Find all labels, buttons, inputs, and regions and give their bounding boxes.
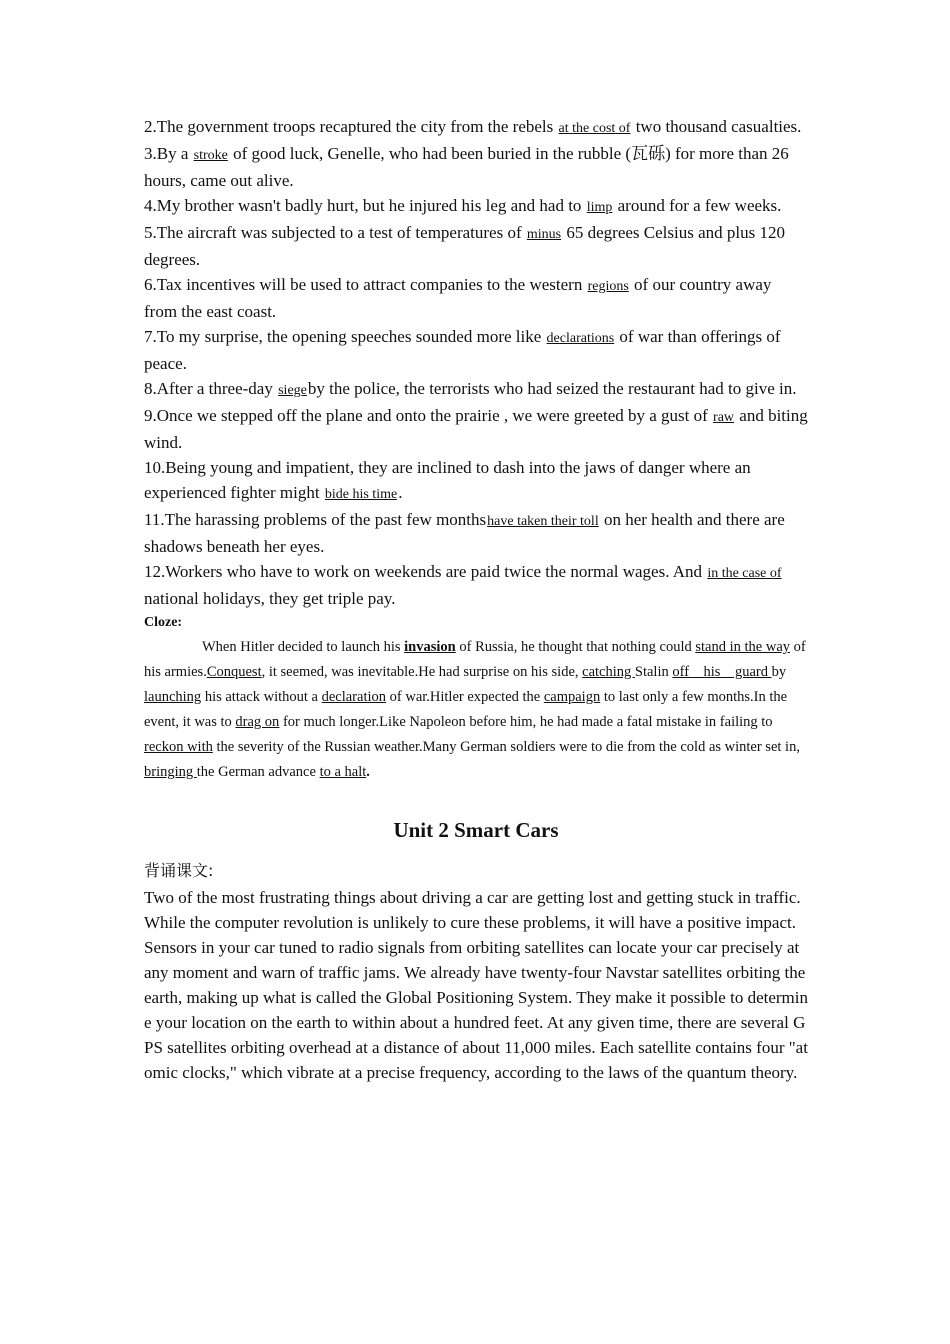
exercise-text: The aircraft was subjected to a test of temperatures of [156,223,526,242]
exercise-number: 4. [144,196,157,215]
cloze-text: When Hitler decided to launch his [202,639,405,655]
exercise-number: 6. [144,275,157,294]
document-page [144,114,808,1085]
exercise-number: 8. [144,379,157,398]
cloze-answer: bringing [144,764,197,780]
cloze-text: . [366,764,370,780]
exercise-text: and biting wind. [144,406,808,452]
exercise-number: 11. [144,510,165,529]
exercise-text: of good luck, Genelle, who had been buried in the rubble (瓦砾) for more than 26 hours, came out alive. [144,144,789,190]
answer-blank: raw [713,410,735,425]
answer-blank: in the case of [707,566,782,581]
answer-blank: declarations [546,331,615,346]
exercise-number: 7. [144,327,157,346]
exercise-text: Workers who have to work on weekends are paid twice the normal wages. And [165,562,707,581]
answer-blank: stroke [193,148,228,163]
exercise-text: Once we stepped off the plane and onto the prairie , we were greeted by a gust of [156,406,713,425]
cloze-text: of war.Hitler expected the [386,689,544,705]
answer-blank: siege [278,383,307,398]
exercise-text: of war than offerings of peace. [144,327,781,373]
cloze-answer: to a halt [319,764,367,780]
cloze-text: of Russia, he thought that nothing could [455,639,696,655]
exercise-number: 2. [144,117,157,136]
cloze-answer: reckon with [144,739,213,755]
exercise-item [144,324,808,376]
cloze-text: to last only a few months.In the event, it was to [144,689,788,730]
cloze-answer: invasion [404,639,456,655]
answer-blank: minus [526,227,562,242]
exercise-item [144,507,808,559]
exercise-item [144,455,808,507]
exercise-item [144,403,808,455]
cloze-text: the German advance [196,764,320,780]
cloze-text: for much longer.Like Napoleon before him, he had made a fatal mistake in failing to [279,714,773,730]
exercise-number: 5. [144,223,157,242]
recite-passage: Two of the most frustrating things about driving a car are getting lost and getting stuck in traffic. While the computer revolution is unlikely to cure these problems, it will have a positive impact. Sensors in your car tuned to radio signals from orbiting satellites can locate your car precisely at any moment and warn of traffic jams. We already have twenty-four Navstar satellites orbiting the earth, making up what is called the Global Positioning System. They make it possible to determine your location on the earth to within about a hundred feet. At any given time, there are several GPS satellites orbiting overhead at a distance of about 11,000 miles. Each satellite contains four "atomic clocks," which vibrate at a precise frequency, according to the laws of the quantum theory. [144,888,808,1082]
exercise-text: Tax incentives will be used to attract companies to the western [156,275,587,294]
exercise-text: of our country away from the east coast. [144,275,772,321]
exercise-list [144,114,808,611]
unit-title: Unit 2 Smart Cars [393,818,559,842]
cloze-answer: catching [582,664,635,680]
exercise-text: two thousand casualties. [631,117,802,136]
answer-blank: have taken their toll [487,514,599,529]
cloze-answer: Conquest [206,664,262,680]
exercise-item [144,376,808,403]
answer-blank: at the cost of [558,121,631,136]
exercise-item [144,141,808,193]
cloze-text: of his armies. [144,639,806,680]
cloze-text: Stalin [634,664,673,680]
cloze-answer: campaign [543,689,601,705]
exercise-item [144,559,808,611]
cloze-answer: off his guard [672,664,772,680]
cloze-answer: launching [144,689,202,705]
exercise-item [144,193,808,220]
cloze-text: the severity of the Russian weather.Many German soldiers were to die from the cold as winter set in, [212,739,800,755]
answer-blank: limp [586,200,613,215]
exercise-text: After a three-day [156,379,278,398]
answer-blank: regions [587,279,629,294]
exercise-text: 65 degrees Celsius and plus 120 degrees. [144,223,785,269]
exercise-text: on her health and there are shadows beneath her eyes. [144,510,785,556]
exercise-number: 10. [144,458,166,477]
exercise-text: . [398,483,403,502]
exercise-number: 9. [144,406,157,425]
exercise-number: 3. [144,144,157,163]
exercise-item [144,272,808,324]
answer-blank: bide his time [324,487,398,502]
exercise-text: Being young and impatient, they are inclined to dash into the jaws of danger where an experienced fighter might [144,458,751,502]
exercise-text: To my surprise, the opening speeches sounded more like [156,327,546,346]
exercise-text: By a [156,144,193,163]
exercise-text: My brother wasn't badly hurt, but he injured his leg and had to [156,196,586,215]
cloze-answer: drag on [235,714,280,730]
exercise-text: by the police, the terrorists who had seized the restaurant had to give in. [307,379,797,398]
exercise-text: around for a few weeks. [613,196,782,215]
cloze-passage [144,635,808,785]
exercise-item [144,114,808,141]
cloze-heading: Cloze: [144,615,183,630]
recite-label: 背诵课文: [144,861,214,880]
exercise-number: 12. [144,562,166,581]
cloze-answer: declaration [321,689,387,705]
exercise-item [144,220,808,272]
cloze-text: by [771,664,787,680]
cloze-text: , it seemed, was inevitable.He had surprise on his side, [261,664,583,680]
cloze-answer: stand in the way [695,639,791,655]
exercise-text: The government troops recaptured the city from the rebels [156,117,558,136]
exercise-text: The harassing problems of the past few months [164,510,487,529]
exercise-text: national holidays, they get triple pay. [144,589,396,608]
cloze-text: his attack without a [201,689,322,705]
